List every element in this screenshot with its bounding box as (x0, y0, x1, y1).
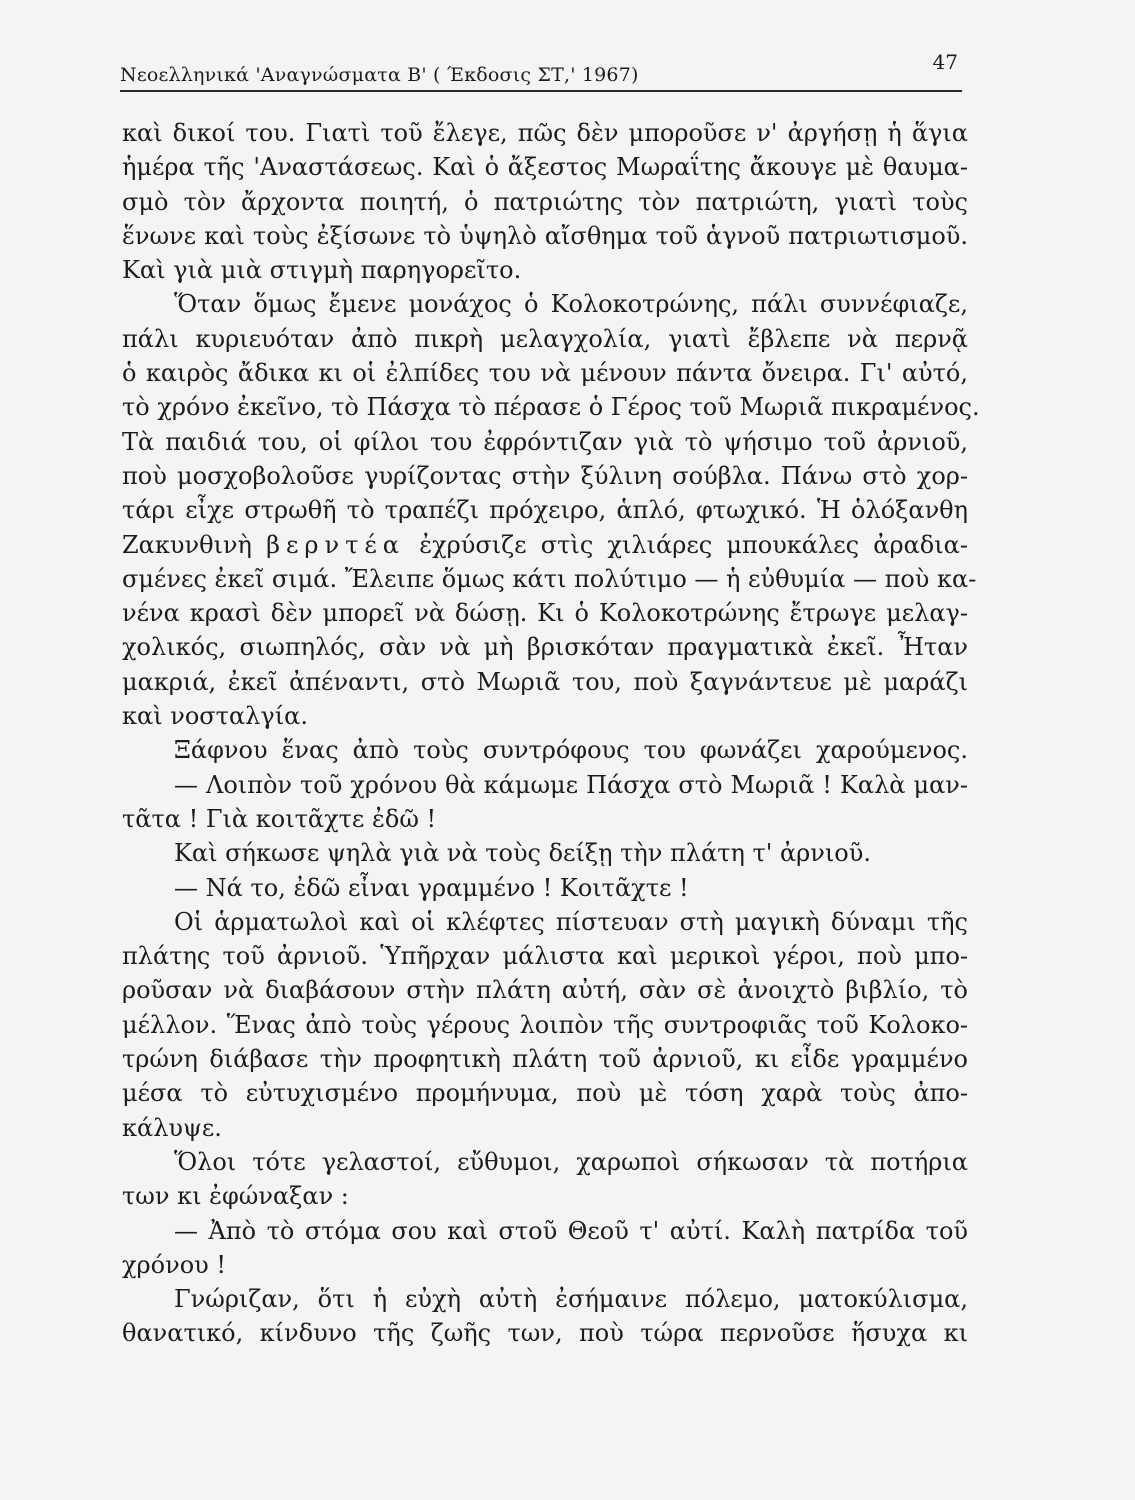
text-line: — Λοιπὸν τοῦ χρόνου θὰ κάμωμε Πάσχα στὸ Μωριᾶ ! Καλὰ μαν- (174, 770, 968, 799)
page-number: 47 (932, 50, 958, 74)
text-line: τὸ χρόνο ἐκεῖνο, τὸ Πάσχα τὸ πέρασε ὁ Γέρος τοῦ Μωριᾶ πικραμένος. (122, 393, 980, 422)
text-line: ποὺ μοσχοβολοῦσε γυρίζοντας στὴν ξύλινη σούβλα. Πάνω στὸ χορ- (122, 461, 968, 490)
text-line: Τὰ παιδιά του, οἱ φίλοι του ἐφρόντιζαν γιὰ τὸ ψήσιμο τοῦ ἀρνιοῦ, (122, 427, 968, 456)
text-line: θανατικό, κίνδυνο τῆς ζωῆς των, ποὺ τώρα περνοῦσε ἥσυχα κι (122, 1319, 968, 1348)
text-line: Οἱ ἁρματωλοὶ καὶ οἱ κλέφτες πίστευαν στὴ μαγικὴ δύναμι τῆς (174, 907, 968, 936)
text-line: τᾶτα ! Γιὰ κοιτᾶχτε ἐδῶ ! (122, 804, 437, 833)
body-text (122, 116, 980, 1351)
text-line: μακριά, ἐκεῖ ἀπέναντι, στὸ Μωριᾶ του, ποὺ ξαγνάντευε μὲ μαράζι (122, 667, 968, 696)
text-line (122, 528, 968, 562)
text-line: σμένες ἐκεῖ σιμά. Ἔλειπε ὅμως κάτι πολύτιμο — ἡ εὐθυμία — ποὺ κα- (122, 564, 977, 593)
text-line: — Νά το, ἐδῶ εἶναι γραμμένο ! Κοιτᾶχτε ! (174, 873, 689, 902)
text-line: των κι ἐφώναξαν : (122, 1182, 349, 1211)
spaced-word: βερντέα (266, 530, 406, 559)
text-segment: Ζακυνθινὴ (122, 530, 267, 559)
text-line: Ὅλοι τότε γελαστοί, εὔθυμοι, χαρωποὶ σήκωσαν τὰ ποτήρια (174, 1147, 968, 1176)
text-line: ἡμέρα τῆς 'Αναστάσεως. Καὶ ὁ ἄξεστος Μωραΐτης ἄκουγε μὲ θαυμα- (122, 153, 968, 182)
text-line: ἕνωνε καὶ τοὺς ἐξίσωνε τὸ ὑψηλὸ αἴσθημα τοῦ ἁγνοῦ πατριωτισμοῦ. (122, 221, 968, 250)
text-line: χρόνου ! (122, 1250, 227, 1279)
text-line: Καὶ σήκωσε ψηλὰ γιὰ νὰ τοὺς δείξῃ τὴν πλάτη τ' ἀρνιοῦ. (174, 839, 871, 868)
text-line: πάλι κυριευόταν ἀπὸ πικρὴ μελαγχολία, γιατὶ ἔβλεπε νὰ περνᾷ (122, 324, 968, 353)
text-line: ὁ καιρὸς ἄδικα κι οἱ ἐλπίδες του νὰ μένουν πάντα ὄνειρα. Γι' αὐτό, (122, 359, 968, 388)
text-line: Ὅταν ὅμως ἔμενε μονάχος ὁ Κολοκοτρώνης, πάλι συννέφιαζε, (174, 290, 968, 319)
text-line: νένα κρασὶ δὲν μπορεῖ νὰ δώσῃ. Κι ὁ Κολοκοτρώνης ἔτρωγε μελαγ- (122, 599, 968, 628)
text-line: — Ἀπὸ τὸ στόμα σου καὶ στοῦ Θεοῦ τ' αὐτί. Καλὴ πατρίδα τοῦ (174, 1216, 968, 1245)
text-line: ροῦσαν νὰ διαβάσουν στὴν πλάτη αὐτή, σὰν σὲ ἀνοιχτὸ βιβλίο, τὸ (122, 976, 968, 1005)
text-line: τρώνη διάβασε τὴν προφητικὴ πλάτη τοῦ ἀρνιοῦ, κι εἶδε γραμμένο (122, 1045, 968, 1074)
page-header (120, 48, 962, 88)
text-line: πλάτης τοῦ ἀρνιοῦ. Ὑπῆρχαν μάλιστα καὶ μερικοὶ γέροι, ποὺ μπο- (122, 942, 968, 971)
header-rule (120, 90, 962, 92)
text-line: χολικός, σιωπηλός, σὰν νὰ μὴ βρισκόταν πραγματικὰ ἐκεῖ. Ἦταν (122, 633, 968, 662)
text-line: κάλυψε. (122, 1113, 222, 1142)
text-line: μέσα τὸ εὐτυχισμένο προμήνυμα, ποὺ μὲ τόση χαρὰ τοὺς ἀπο- (122, 1079, 968, 1108)
text-line: Ξάφνου ἕνας ἀπὸ τοὺς συντρόφους του φωνάζει χαρούμενος. (174, 736, 968, 765)
text-segment: ἐχρύσιζε στὶς χιλιάρες μπουκάλες ἀραδια- (405, 530, 968, 559)
text-line: Καὶ γιὰ μιὰ στιγμὴ παρηγορεῖτο. (122, 256, 522, 285)
text-line: Γνώριζαν, ὅτι ἡ εὐχὴ αὐτὴ ἐσήμαινε πόλεμο, ματοκύλισμα, (174, 1285, 968, 1314)
text-line: καὶ νοσταλγία. (122, 702, 308, 731)
text-line: τάρι εἶχε στρωθῆ τὸ τραπέζι πρόχειρο, ἁπλό, φτωχικό. Ἡ ὁλόξανθη (122, 496, 968, 525)
text-line: σμὸ τὸν ἄρχοντα ποιητή, ὁ πατριώτης τὸν πατριώτη, γιατὶ τοὺς (122, 187, 968, 216)
text-line: μέλλον. Ἕνας ἀπὸ τοὺς γέρους λοιπὸν τῆς συντροφιᾶς τοῦ Κολοκο- (122, 1010, 968, 1039)
running-head: Νεοελληνικά 'Αναγνώσματα Β' ( Έκδοσις ΣΤ,' 1967) (120, 64, 639, 86)
text-line: καὶ δικοί του. Γιατὶ τοῦ ἔλεγε, πῶς δὲν μποροῦσε ν' ἀργήσῃ ἡ ἅγια (122, 119, 968, 147)
